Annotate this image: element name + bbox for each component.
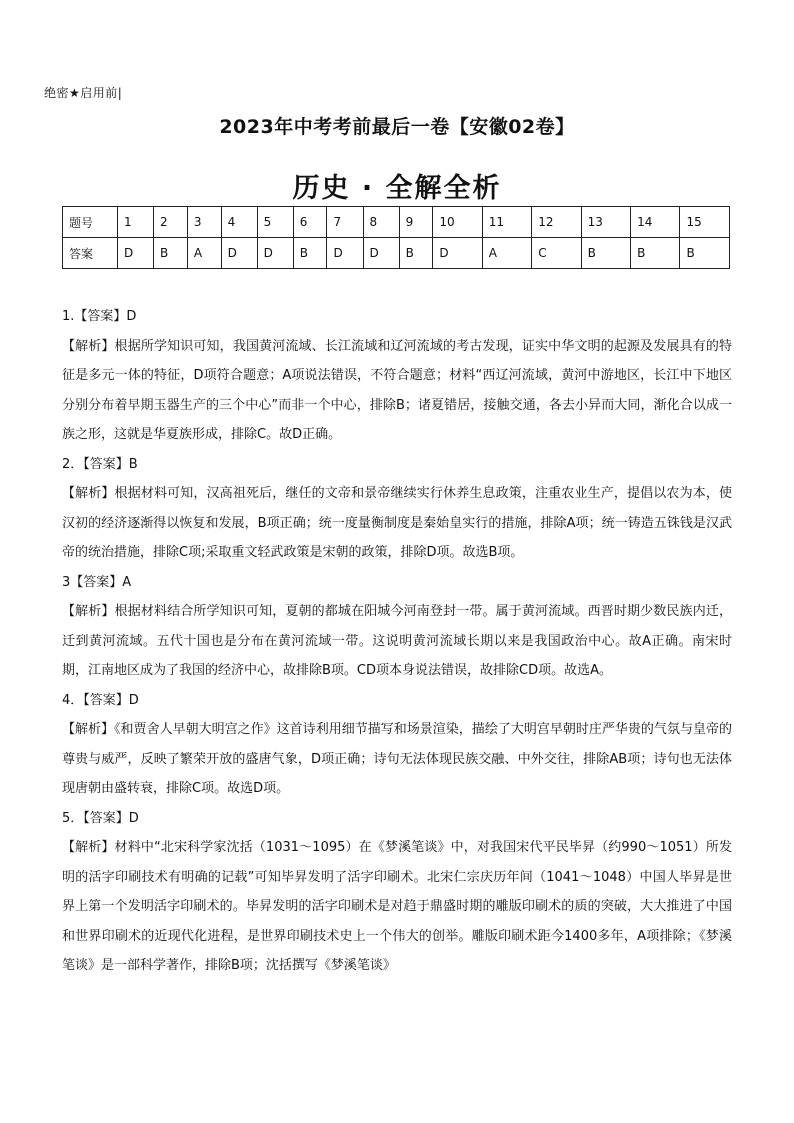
answer-cell: D bbox=[118, 238, 154, 269]
answer-cell: D bbox=[433, 238, 482, 269]
question-number-row bbox=[63, 207, 730, 238]
exam-title: 2023年中考考前最后一卷【安徽02卷】 bbox=[219, 116, 575, 138]
question-number-cell: 3 bbox=[187, 207, 221, 238]
answer-cell: B bbox=[399, 238, 433, 269]
answer-cell: B bbox=[631, 238, 680, 269]
answer-cell: A bbox=[187, 238, 221, 269]
answer-cell: B bbox=[581, 238, 630, 269]
item-4-answer: 4．【答案】D bbox=[62, 692, 139, 708]
question-number-cell: 7 bbox=[327, 207, 363, 238]
question-number-cell: 11 bbox=[482, 207, 531, 238]
answer-cell: B bbox=[293, 238, 327, 269]
question-number-header: 题号 bbox=[63, 207, 118, 238]
question-number-cell: 2 bbox=[154, 207, 188, 238]
answer-cell: B bbox=[680, 238, 730, 269]
item-1-analysis: 【解析】根据所学知识可知，我国黄河流域、长江流域和辽河流域的考古发现，证实中华文明的起源及发展具有的特征是多元一体的特征，D项符合题意；A项说法错误，不符合题意；材料“西辽河流域，黄河中游地区，长江中下地区分别分布着早期玉器生产的三个中心”而非一个中心，排除B；诸夏错居，接触交通，各去小异而大同，渐化合以成一族之形，这就是华夏族形成，排除C。故D正确。 bbox=[62, 338, 732, 442]
item-2-answer: 2．【答案】B bbox=[62, 456, 138, 472]
item-3-analysis: 【解析】根据材料结合所学知识可知，夏朝的都城在阳城今河南登封一带。属于黄河流域。西晋时期少数民族内迁，迁到黄河流域。五代十国也是分布在黄河流域一带。这说明黄河流域长期以来是我国政治中心。故A正确。南宋时期，江南地区成为了我国的经济中心，故排除B项。CD项本身说法错误，故排除CD项。故选A。 bbox=[62, 604, 732, 678]
answer-cell: C bbox=[532, 238, 581, 269]
answer-cell: D bbox=[257, 238, 293, 269]
question-number-cell: 1 bbox=[118, 207, 154, 238]
question-number-cell: 4 bbox=[221, 207, 257, 238]
answer-header: 答案 bbox=[63, 238, 118, 269]
question-number-cell: 14 bbox=[631, 207, 680, 238]
item-5-answer: 5．【答案】D bbox=[62, 810, 139, 826]
item-2-analysis: 【解析】根据材料可知，汉高祖死后，继任的文帝和景帝继续实行休养生息政策，注重农业生产，提倡以农为本，使汉初的经济逐渐得以恢复和发展，B项正确；统一度量衡制度是秦始皇实行的措施，排除A项；统一铸造五铢钱是汉武帝的统治措施，排除C项;采取重文轻武政策是宋朝的政策，排除D项。故选B项。 bbox=[62, 486, 732, 560]
exam-subtitle: 历史 · 全解全析 bbox=[292, 173, 502, 204]
item-3-answer: 3【答案】A bbox=[62, 574, 132, 590]
item-4-analysis: 【解析】《和贾舍人早朝大明宫之作》这首诗利用细节描写和场景渲染，描绘了大明宫早朝时庄严华贵的气氛与皇帝的尊贵与威严，反映了繁荣开放的盛唐气象，D项正确；诗句无法体现民族交融、中外交往，排除AB项；诗句也无法体现唐朝由盛转衰，排除C项。故选D项。 bbox=[62, 722, 732, 796]
question-number-cell: 6 bbox=[293, 207, 327, 238]
answer-cell: D bbox=[363, 238, 399, 269]
question-number-cell: 12 bbox=[532, 207, 581, 238]
question-number-cell: 15 bbox=[680, 207, 730, 238]
item-1-answer: 1.【答案】D bbox=[62, 309, 137, 324]
answer-cell: B bbox=[154, 238, 188, 269]
answer-row bbox=[63, 238, 730, 269]
question-number-cell: 9 bbox=[399, 207, 433, 238]
answer-cell: D bbox=[221, 238, 257, 269]
answer-cell: A bbox=[482, 238, 531, 269]
question-number-cell: 13 bbox=[581, 207, 630, 238]
answer-table bbox=[62, 206, 730, 269]
item-5-analysis: 【解析】材料中“北宋科学家沈括（1031～1095）在《梦溪笔谈》中，对我国宋代平民毕昇（约990～1051）所发明的活字印刷技术有明确的记载”可知毕昇发明了活字印刷术。北宋仁宗庆历年间（1041～1048）中国人毕昇是世界上第一个发明活字印刷术的。毕昇发明的活字印刷术是对趋于鼎盛时期的雕版印刷术的质的突破，大大推进了中国和世界印刷术的近现代化进程，是世界印刷技术史上一个伟大的创举。雕版印刷术距今1400多年，A项排除；《梦溪笔谈》是一部科学著作，排除B项；沈括撰写《梦溪笔谈》 bbox=[62, 840, 732, 973]
answer-cell: D bbox=[327, 238, 363, 269]
analysis-content bbox=[62, 302, 732, 981]
question-number-cell: 8 bbox=[363, 207, 399, 238]
secrecy-label: 绝密★启用前| bbox=[44, 86, 123, 100]
question-number-cell: 5 bbox=[257, 207, 293, 238]
question-number-cell: 10 bbox=[433, 207, 482, 238]
